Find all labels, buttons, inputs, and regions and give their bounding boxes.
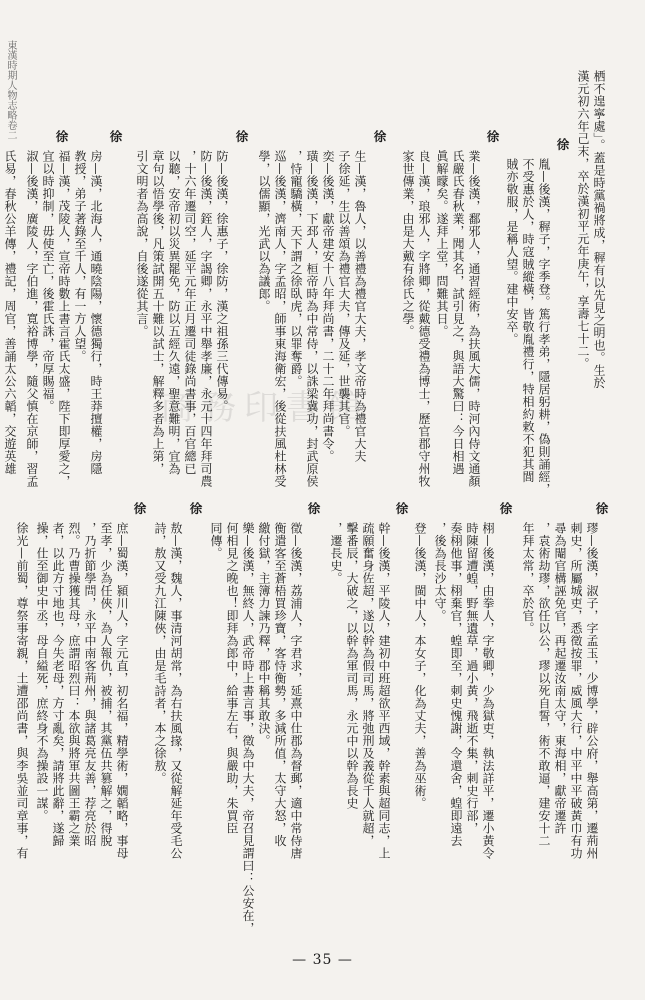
text-column: 敖—漢，魏人，事清河胡常，為右扶風掾，又從解延年受毛公 [169, 522, 183, 860]
page-number: — 35 — [292, 952, 353, 968]
text-column: ，遷長史。 [329, 522, 343, 585]
text-column: 宜以時抑制，毋使至亡，後霍氏誅，帝厚賜福。 [41, 150, 55, 413]
text-column: 學，以儒顯，光武以為議郎。 [257, 150, 271, 313]
text-column: 何相見之晚也！即拜為郎中，給事左右，與嚴助，朱買臣 [225, 522, 239, 835]
text-column: 繳付獄，主簿力諫乃釋，郡中稱其敢決。 [257, 522, 271, 747]
text-column: 防—後漢，銍人，字謁卿，永平中舉孝廉，永元十四年拜司農 [199, 150, 213, 488]
text-column: 登—後漢，閩中人，本女子，化為丈夫，善為巫術。 [413, 522, 427, 810]
watermark: 商務印書館 [160, 388, 370, 428]
text-column: 至孝，少為任俠，為人報仇，被捕，其黨伍共篡解之，得脫 [99, 522, 113, 847]
entry-marker: 徐 [188, 502, 203, 517]
text-column: 幹—後漢，平陵人，建初中班超欲平西域，幹素與超同志，上 [377, 522, 391, 860]
text-column: 奕—後漢，獻帝建安十八年拜尚書，二十二年拜尚書令。 [321, 150, 335, 463]
text-column: 家世傳業，由是大戴有徐氏之學。 [401, 150, 415, 338]
text-column: 賊亦敬服，是稱人望。建中安卒。 [505, 158, 519, 346]
entry-marker: 徐 [485, 130, 500, 145]
text-column: 烈。乃曹操獲其母，庶謂昭烈曰：本欲與將軍共圖王霸之業 [67, 522, 81, 847]
text-column: 同傳。 [209, 522, 223, 560]
text-column: 房—漢，北海人，通曉陰陽，懷德獨行，時王莽擅權，房隱 [89, 150, 103, 475]
text-column: 栩—後漢，由拳人，字敬卿，少為獄吏，執法詳平，遷小黃令 [481, 522, 495, 860]
text-column: 徐光—前蜀，尊祭事寄親，土遭邵尚書，與李吳並司章事，有 [15, 522, 29, 860]
text-column: 教授，弟子著錄至千人，有一方人望。 [73, 150, 87, 363]
text-column: 奏栩他事，栩棄官，蝗即至，刺史愧謝，令還舍，蝗即遠去 [449, 522, 463, 847]
text-column: 防—後漢，徐惠子，徐防，漢之祖孫三代傳易。 [215, 150, 229, 413]
text-column: 淑—後漢，廣陵人，字伯進，寬裕博學，隨父慎在京師，習孟 [25, 150, 39, 488]
text-column: ，乃折節學問，永平中南客荊州，與諸葛亮友善，荐亮於昭 [83, 522, 97, 847]
text-column: 庶—蜀漢，潁川人，字元直，初名福，精學術，嫺韜略，事母 [115, 522, 129, 860]
text-column: 胤—後漢，稺子，字季登。篤行孝弟，隱居躬耕，偽則誦經， [537, 158, 551, 496]
text-column: 業—後漢，鄱邪人，通習經術，為扶風大儒，時河內侍文通顏 [467, 150, 481, 488]
text-column: 子徐延，生以善頌為禮官大夫，傳及延，世襲其官。 [337, 150, 351, 438]
text-column: 章句以悟學後，凡策試開五十難以試士，解釋多者為上第， [151, 150, 165, 475]
text-column: 氏易，春秋公羊傳，禮記，周官，善誦太公六韜，交遊英雄 [3, 150, 17, 475]
text-column: 引文明者為高說，自後遂從其言。 [135, 150, 149, 338]
text-column: ，後為長沙太守。 [433, 522, 447, 622]
text-column: 刺史，所屬城吏，悉徵按罪，威風大行，中平中平破黃巾有功 [569, 522, 583, 860]
bleed-through-text: 東漢時期人物志略卷二 [5, 40, 16, 140]
text-column: 操，仕至御史中丞，母自縊死，庶終身不為操設一謀。 [35, 522, 49, 822]
text-column: 年拜太常，卒於官。 [521, 522, 535, 635]
text-column: 尋為閹官構誣免官，再起遷汝南太守，東海相，獻帝遷許 [553, 522, 567, 835]
entry-marker: 徐 [498, 502, 513, 517]
text-column: 詩，敖又受九江陳俠，由是毛詩者，本之徐敖。 [153, 522, 167, 785]
text-column: 璆—後漢，淑子，字孟玉，少博學，辟公府，舉高第，遷荊州 [585, 522, 599, 860]
entry-marker: 徐 [594, 502, 609, 517]
text-column: 生—漢，魯人，以善禮為禮官大夫，孝文帝時為禮官大夫 [353, 150, 367, 463]
text-column: 疏願奮身佐超，遂以幹為假司馬，將弛刑及義從千人就超， [361, 522, 375, 847]
text-column: 氏嚴氏春秋業，聞其名，試引見之，與語大驚曰：今日相遇 [451, 150, 465, 475]
text-column: 眞解矇矣。遂拜上堂，問難其日。 [435, 150, 449, 338]
text-column: 漢元初六年己末，卒於漢初平元年庚午，享壽七十二。 [576, 70, 590, 370]
entry-marker: 徐 [555, 138, 570, 153]
text-column: ，恃寵驕橫，天下謂之徐臥虎，以罪奪爵。 [289, 150, 303, 388]
entry-marker: 徐 [306, 502, 321, 517]
text-column: ，袁術劫璆，欲任以公，璆以死自誓，術不敢逼，建安十二 [537, 522, 551, 847]
text-column: 良—漢，琅邪人，字將卿，從戴德受禮為博士，歷官郡守州牧 [417, 150, 431, 488]
text-column: 以聽，安帝初以災異罷免，防以五經久遠，聖意難明，宜為 [167, 150, 181, 475]
text-column: 栖不遑寧處」。蓋是時黨禍將成，稺有以先見之明也。生於 [592, 70, 606, 389]
text-column: ，十六年遷司空，延平元年正月遷司徒錄尚書事，百官總已 [183, 150, 197, 475]
entry-marker: 徐 [372, 130, 387, 145]
text-column: 擊番辰，大破之，以幹為軍司馬，永元中以幹為長史 [345, 522, 359, 810]
entry-marker: 徐 [394, 502, 409, 517]
text-column: 不受惠於人，時寇賊縱橫，皆敬胤禮行，特相約敕不犯其閭 [521, 158, 535, 483]
entry-marker: 徐 [54, 130, 69, 145]
entry-marker: 徐 [108, 130, 123, 145]
text-column: 樂—後漢，無終人，武帝時上書言事，徵為中大夫，帝召見謂曰：公安在， [241, 522, 255, 935]
text-column: 巡—後漢，濟南人，字孟昭，師事東海衛宏，後從扶風杜林受 [273, 150, 287, 488]
text-column: 衡遣客至蒼梧買珍寶，客恃衡勢，多減所值，太守大怒，收 [273, 522, 287, 847]
text-column: 時陳留遭蝗，野無遺草，過小黃，飛逝不集，刺史行部， [465, 522, 479, 835]
text-column: 福—漢，茂陵人，宣帝時數上書言霍氏太盛，陛下即厚愛之， [57, 150, 71, 488]
text-column: 者，以此方寸地也，今失老母，方寸亂矣，請將此辭，遂歸 [51, 522, 65, 847]
text-column: 徵—後漢，荔浦人，字君求，延熹中仕郡為督郵，適中常侍唐 [289, 522, 303, 860]
entry-marker: 徐 [234, 130, 249, 145]
entry-marker: 徐 [132, 502, 147, 517]
text-column: 璜—後漢，下邳人，桓帝時為中常侍，以誅梁冀功，封武原侯 [305, 150, 319, 488]
